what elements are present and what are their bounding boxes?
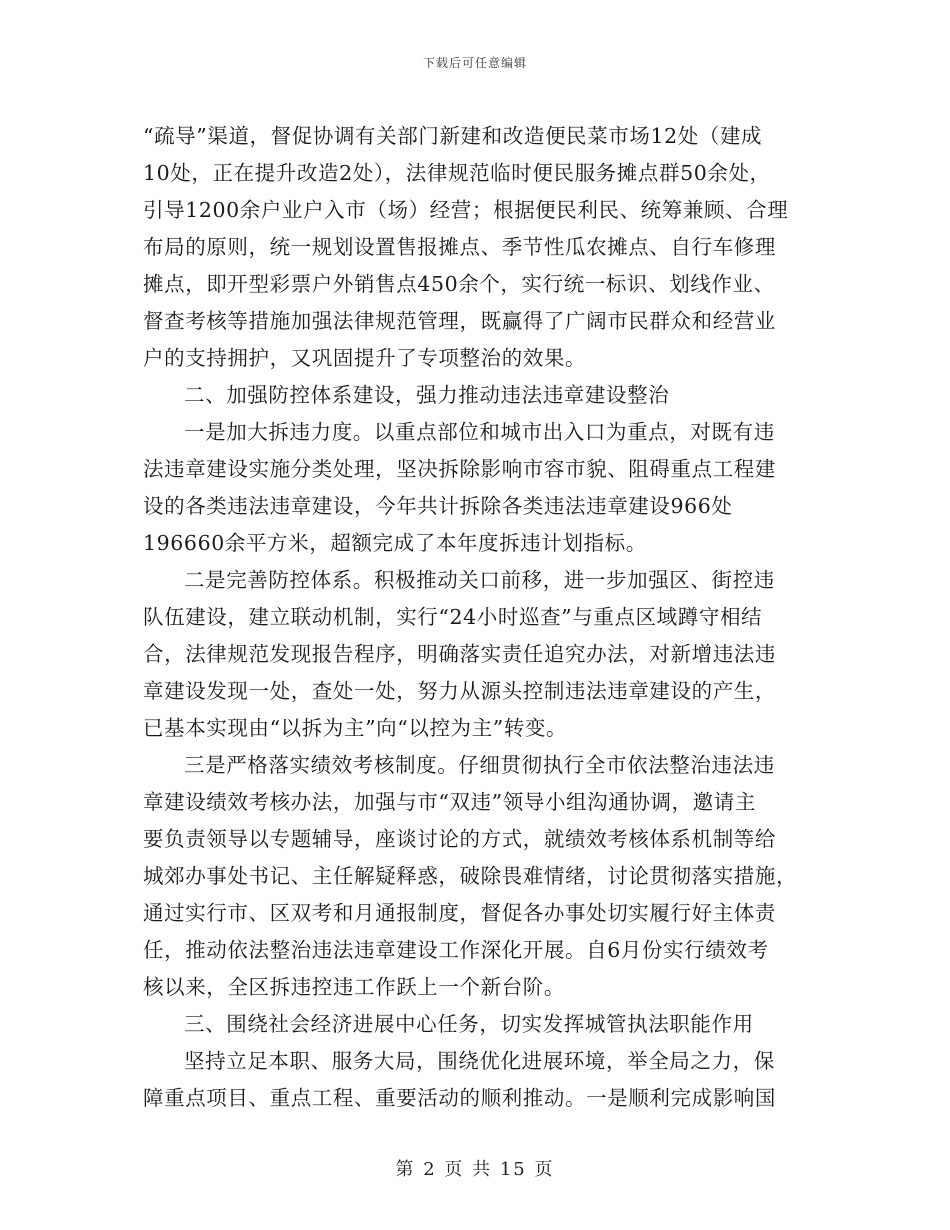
text-line: 任，推动依法整治违法违章建设工作深化开展。自6月份实行绩效考 bbox=[143, 938, 769, 962]
paragraph-start-line: 三是严格落实绩效考核制度。仔细贯彻执行全市依法整治违法违 bbox=[184, 753, 775, 777]
text-line: 队伍建设，建立联动机制，实行“24小时巡查”与重点区域蹲守相结 bbox=[143, 605, 763, 629]
text-line: 城郊办事处书记、主任解疑释惑，破除畏难情绪，讨论贯彻落实措施， bbox=[143, 864, 798, 888]
text-line: 核以来，全区拆违控违工作跃上一个新台阶。 bbox=[143, 975, 565, 999]
page-header: 下载后可任意编辑 bbox=[422, 56, 527, 70]
text-line: 法违章建设实施分类处理，坚决拆除影响市容市貌、阻碍重点工程建 bbox=[143, 457, 776, 481]
text-line: 章建设绩效考核办法，加强与市“双违”领导小组沟通协调，邀请主 bbox=[143, 790, 756, 814]
text-line: 要负责领导以专题辅导，座谈讨论的方式，就绩效考核体系机制等给 bbox=[143, 827, 776, 851]
text-line: 章建设发现一处，查处一处，努力从源头控制违法违章建设的产生， bbox=[143, 679, 776, 703]
paragraph-start-line: 二是完善防控体系。积极推动关口前移，进一步加强区、街控违 bbox=[184, 568, 775, 592]
text-line: 障重点项目、重点工程、重要活动的顺利推动。一是顺利完成影响国 bbox=[143, 1086, 776, 1110]
document-body bbox=[143, 118, 807, 1117]
text-line: 设的各类违法违章建设，今年共计拆除各类违法违章建设966处 bbox=[143, 494, 733, 518]
page-number-footer: 第 2 页 共 15 页 bbox=[395, 1159, 555, 1180]
text-line: 10处，正在提升改造2处），法律规范临时便民服务摊点群50余处， bbox=[143, 161, 771, 185]
text-line: 摊点，即开型彩票户外销售点450余个，实行统一标识、划线作业、 bbox=[143, 272, 775, 296]
text-line: 通过实行市、区双考和月通报制度，督促各办事处切实履行好主体责 bbox=[143, 901, 776, 925]
section-heading: 三、围绕社会经济进展中心任务，切实发挥城管执法职能作用 bbox=[184, 1012, 754, 1036]
section-heading: 二、加强防控体系建设，强力推动违法违章建设整治 bbox=[184, 383, 670, 407]
text-line: “疏导”渠道，督促协调有关部门新建和改造便民菜市场12处（建成 bbox=[143, 124, 763, 148]
text-line: 督查考核等措施加强法律规范管理，既赢得了广阔市民群众和经营业 bbox=[143, 309, 776, 333]
text-line: 196660余平方米，超额完成了本年度拆违计划指标。 bbox=[143, 531, 647, 555]
text-line: 合，法律规范发现报告程序，明确落实责任追究办法，对新增违法违 bbox=[143, 642, 776, 666]
paragraph-start-line: 坚持立足本职、服务大局，围绕优化进展环境，举全局之力，保 bbox=[184, 1049, 775, 1073]
text-line: 引导1200余户业户入市（场）经营；根据便民利民、统筹兼顾、合理 bbox=[143, 198, 789, 222]
text-line: 已基本实现由“以拆为主”向“以控为主”转变。 bbox=[143, 716, 568, 740]
paragraph-start-line: 一是加大拆违力度。以重点部位和城市出入口为重点，对既有违 bbox=[184, 420, 775, 444]
text-line: 户的支持拥护，又巩固提升了专项整治的效果。 bbox=[143, 346, 587, 370]
text-line: 布局的原则，统一规划设置售报摊点、季节性瓜农摊点、自行车修理 bbox=[143, 235, 776, 259]
